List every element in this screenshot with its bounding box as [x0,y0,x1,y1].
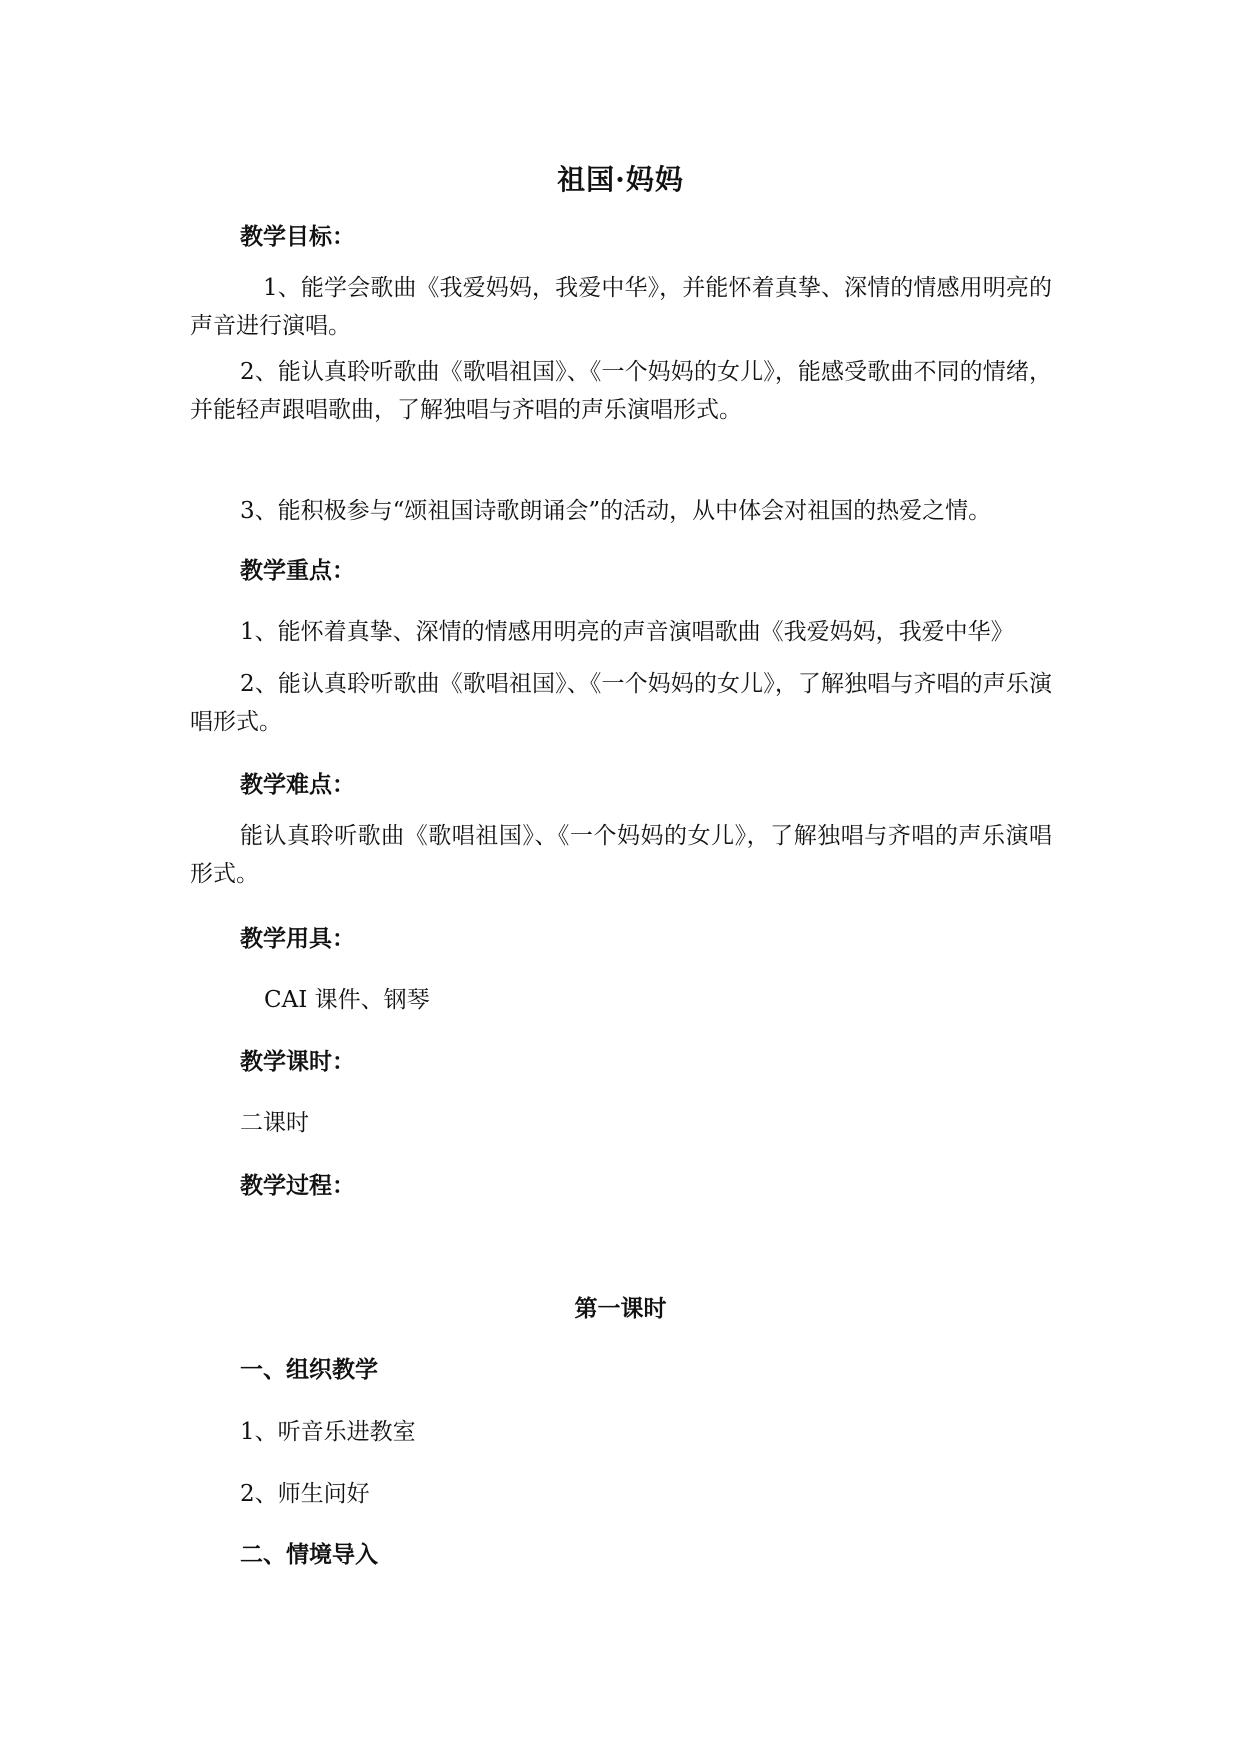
tools-text: CAI 课件、钢琴 [264,987,430,1013]
tools-heading: 教学用具： [240,925,355,952]
periods-text: 二课时 [240,1110,309,1136]
section1-heading: 一、组织教学 [240,1356,378,1383]
difficulties-text: 能认真聆听歌曲《歌唱祖国》、《一个妈妈的女儿》，了解独唱与齐唱的声乐演唱形式。 [190,823,1052,887]
key-points-heading: 教学重点： [240,557,355,584]
process-heading: 教学过程： [240,1172,355,1199]
section1-item-1: 1、听音乐进教室 [240,1419,416,1445]
objectives-heading: 教学目标： [240,223,355,250]
objective-item-2: 2、能认真聆听歌曲《歌唱祖国》、《一个妈妈的女儿》，能感受歌曲不同的情绪，并能轻声跟唱歌曲，了解独唱与齐唱的声乐演唱形式。 [190,359,1052,423]
lesson1-title: 第一课时 [574,1295,667,1322]
key-point-item-2: 2、能认真聆听歌曲《歌唱祖国》、《一个妈妈的女儿》，了解独唱与齐唱的声乐演唱形式。 [190,671,1052,735]
objective-item-3: 3、能积极参与“颂祖国诗歌朗诵会”的活动，从中体会对祖国的热爱之情。 [240,498,992,524]
section2-heading: 二、情境导入 [240,1541,378,1568]
periods-heading: 教学课时： [240,1048,355,1075]
section1-item-2: 2、师生问好 [240,1481,370,1507]
document-title: 祖国·妈妈 [557,163,684,196]
difficulties-heading: 教学难点： [240,771,355,798]
objective-item-1: 1、能学会歌曲《我爱妈妈，我爱中华》，并能怀着真挚、深情的情感用明亮的声音进行演唱。 [190,275,1052,339]
key-point-item-1: 1、能怀着真挚、深情的情感用明亮的声音演唱歌曲《我爱妈妈，我爱中华》 [240,619,1014,645]
